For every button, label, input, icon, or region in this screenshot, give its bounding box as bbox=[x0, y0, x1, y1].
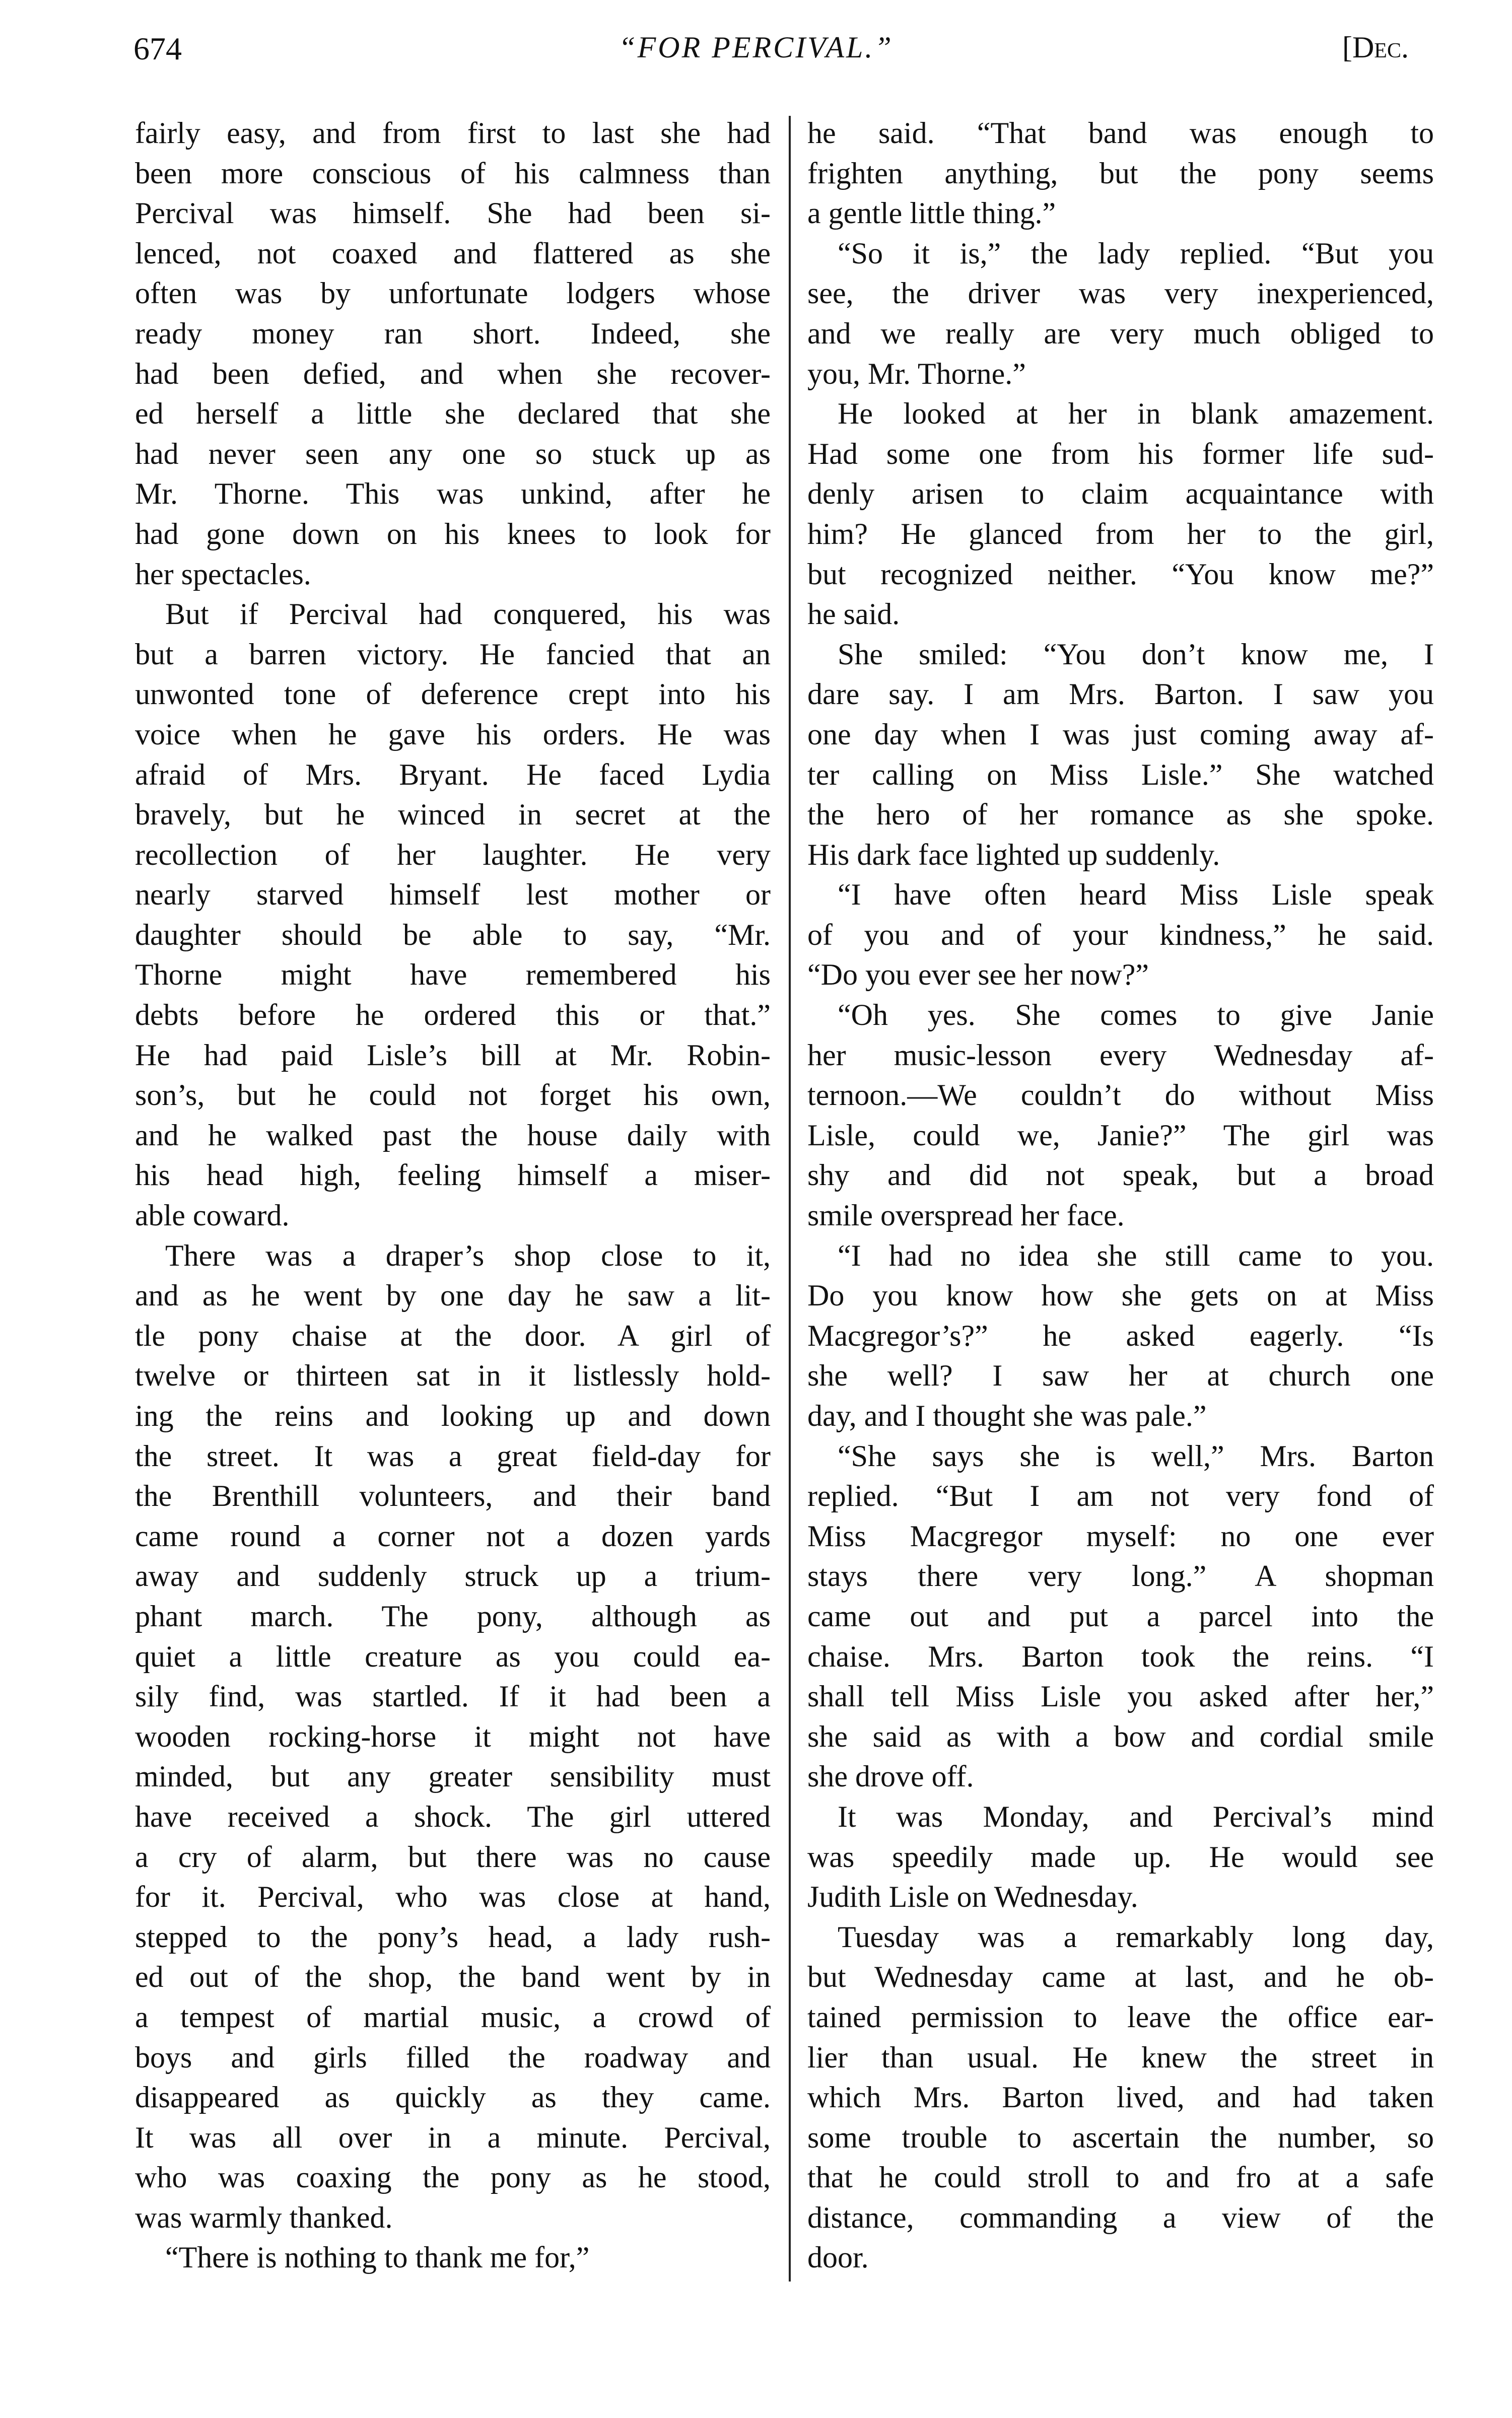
text-line: “I had no idea she still came to you. bbox=[838, 1238, 1434, 1272]
text-line: she said as with a bow and cordial smile bbox=[807, 1719, 1434, 1753]
text-line: His dark face lighted up suddenly. bbox=[807, 838, 1220, 871]
text-line: ternoon.—We couldn’t do without Miss bbox=[807, 1078, 1434, 1112]
right-column bbox=[807, 113, 1434, 2278]
text-line: had never seen any one so stuck up as bbox=[135, 437, 771, 470]
text-line: but recognized neither. “You know me?” bbox=[807, 557, 1434, 591]
text-line: a tempest of martial music, a crowd of bbox=[135, 2000, 771, 2034]
text-line: “Oh yes. She comes to give Janie bbox=[838, 998, 1434, 1032]
text-line: he said. bbox=[807, 597, 900, 631]
text-line: Do you know how she gets on at Miss bbox=[807, 1279, 1434, 1312]
text-line: was warmly thanked. bbox=[135, 2200, 393, 2234]
text-line: debts before he ordered this or that.” bbox=[135, 998, 771, 1032]
text-line: wooden rocking-horse it might not have bbox=[135, 1719, 771, 1753]
text-line: disappeared as quickly as they came. bbox=[135, 2081, 771, 2114]
page-number: 674 bbox=[133, 31, 182, 66]
text-line: was speedily made up. He would see bbox=[807, 1840, 1434, 1874]
text-line: He had paid Lisle’s bill at Mr. Robin- bbox=[135, 1038, 771, 1072]
text-line: voice when he gave his orders. He was bbox=[135, 717, 771, 751]
text-line: It was Monday, and Percival’s mind bbox=[838, 1800, 1434, 1833]
text-line: lenced, not coaxed and flattered as she bbox=[135, 236, 771, 270]
text-line: There was a draper’s shop close to it, bbox=[165, 1238, 771, 1272]
text-line: quiet a little creature as you could ea- bbox=[135, 1639, 771, 1673]
text-line: his head high, feeling himself a miser- bbox=[135, 1158, 771, 1192]
text-line: which Mrs. Barton lived, and had taken bbox=[807, 2081, 1434, 2114]
text-line: “I have often heard Miss Lisle speak bbox=[838, 878, 1434, 912]
paragraph bbox=[135, 2238, 771, 2278]
text-line: ing the reins and looking up and down bbox=[135, 1399, 771, 1432]
text-line: shy and did not speak, but a broad bbox=[807, 1158, 1434, 1192]
text-line: her music-lesson every Wednesday af- bbox=[807, 1038, 1434, 1072]
month-label: [Dec. bbox=[1342, 31, 1409, 64]
text-line: “She says she is well,” Mrs. Barton bbox=[838, 1439, 1434, 1473]
text-line: But if Percival had conquered, his was bbox=[165, 597, 771, 631]
paragraph bbox=[807, 1236, 1434, 1436]
text-line: for it. Percival, who was close at hand, bbox=[135, 1880, 771, 1914]
text-line: replied. “But I am not very fond of bbox=[807, 1479, 1434, 1513]
paragraph bbox=[807, 234, 1434, 394]
text-line: of you and of your kindness,” he said. bbox=[807, 918, 1434, 951]
text-line: away and suddenly struck up a trium- bbox=[135, 1559, 771, 1593]
text-line: the Brenthill volunteers, and their band bbox=[135, 1479, 771, 1513]
text-line: she well? I saw her at church one bbox=[807, 1359, 1434, 1393]
text-line: he said. “That band was enough to bbox=[807, 116, 1434, 150]
text-line: came out and put a parcel into the bbox=[807, 1599, 1434, 1633]
text-line: the hero of her romance as she spoke. bbox=[807, 798, 1434, 832]
text-line: ed out of the shop, the band went by in bbox=[135, 1960, 771, 1994]
text-line: tle pony chaise at the door. A girl of bbox=[135, 1319, 771, 1352]
text-line: door. bbox=[807, 2241, 869, 2274]
paragraph bbox=[135, 1236, 771, 2238]
text-line: nearly starved himself lest mother or bbox=[135, 878, 771, 912]
text-line: bravely, but he winced in secret at the bbox=[135, 798, 771, 832]
paragraph bbox=[807, 1797, 1434, 1917]
text-line: Lisle, could we, Janie?” The girl was bbox=[807, 1118, 1434, 1152]
text-line: stepped to the pony’s head, a lady rush- bbox=[135, 1920, 771, 1954]
text-line: often was by unfortunate lodgers whose bbox=[135, 277, 771, 310]
text-line: daughter should be able to say, “Mr. bbox=[135, 918, 771, 951]
text-line: one day when I was just coming away af- bbox=[807, 717, 1434, 751]
text-line: have received a shock. The girl uttered bbox=[135, 1800, 771, 1833]
text-line: day, and I thought she was pale.” bbox=[807, 1399, 1207, 1432]
text-line: He looked at her in blank amazement. bbox=[838, 397, 1434, 431]
text-line: and as he went by one day he saw a lit- bbox=[135, 1279, 771, 1312]
running-title: “FOR PERCIVAL.” bbox=[618, 31, 894, 64]
text-line: shall tell Miss Lisle you asked after her,” bbox=[807, 1680, 1434, 1713]
paragraph bbox=[807, 113, 1434, 234]
text-line: Judith Lisle on Wednesday. bbox=[807, 1880, 1138, 1914]
column-divider bbox=[789, 116, 791, 2282]
paragraph bbox=[135, 594, 771, 1236]
text-line: but Wednesday came at last, and he ob- bbox=[807, 1960, 1434, 1994]
text-line: her spectacles. bbox=[135, 557, 311, 591]
text-line: him? He glanced from her to the girl, bbox=[807, 517, 1434, 550]
text-line: some trouble to ascertain the number, so bbox=[807, 2120, 1434, 2154]
text-line: sily find, was startled. If it had been a bbox=[135, 1680, 771, 1713]
text-line: denly arisen to claim acquaintance with bbox=[807, 477, 1434, 511]
paragraph bbox=[807, 995, 1434, 1236]
text-line: Had some one from his former life sud- bbox=[807, 437, 1434, 470]
text-line: afraid of Mrs. Bryant. He faced Lydia bbox=[135, 757, 771, 791]
text-line: Thorne might have remembered his bbox=[135, 958, 771, 992]
text-line: “Do you ever see her now?” bbox=[807, 958, 1149, 992]
text-line: boys and girls filled the roadway and bbox=[135, 2040, 771, 2074]
text-line: ed herself a little she declared that she bbox=[135, 397, 771, 431]
text-line: who was coaxing the pony as he stood, bbox=[135, 2161, 771, 2194]
text-line: “There is nothing to thank me for,” bbox=[165, 2241, 590, 2274]
text-line: unwonted tone of deference crept into his bbox=[135, 677, 771, 711]
text-line: twelve or thirteen sat in it listlessly hold- bbox=[135, 1359, 771, 1393]
page-header bbox=[0, 30, 1512, 81]
text-line: a gentle little thing.” bbox=[807, 196, 1056, 230]
paragraph bbox=[135, 113, 771, 594]
text-line: you, Mr. Thorne.” bbox=[807, 357, 1026, 390]
text-line: had been defied, and when she recover- bbox=[135, 357, 771, 390]
text-line: “So it is,” the lady replied. “But you bbox=[838, 236, 1434, 270]
text-line: stays there very long.” A shopman bbox=[807, 1559, 1434, 1593]
text-line: It was all over in a minute. Percival, bbox=[135, 2120, 771, 2154]
text-line: phant march. The pony, although as bbox=[135, 1599, 771, 1633]
text-line: recollection of her laughter. He very bbox=[135, 838, 771, 871]
text-line: Mr. Thorne. This was unkind, after he bbox=[135, 477, 771, 511]
text-line: but a barren victory. He fancied that an bbox=[135, 637, 771, 671]
paragraph bbox=[807, 1917, 1434, 2278]
text-line: fairly easy, and from first to last she had bbox=[135, 116, 771, 150]
text-line: ter calling on Miss Lisle.” She watched bbox=[807, 757, 1434, 791]
text-line: son’s, but he could not forget his own, bbox=[135, 1078, 771, 1112]
text-line: frighten anything, but the pony seems bbox=[807, 156, 1434, 190]
paragraph bbox=[807, 875, 1434, 995]
text-line: that he could stroll to and fro at a safe bbox=[807, 2161, 1434, 2194]
text-line: She smiled: “You don’t know me, I bbox=[838, 637, 1434, 671]
text-line: distance, commanding a view of the bbox=[807, 2200, 1434, 2234]
paragraph bbox=[807, 1436, 1434, 1797]
text-line: the street. It was a great field-day for bbox=[135, 1439, 771, 1473]
text-line: and we really are very much obliged to bbox=[807, 316, 1434, 350]
text-line: Tuesday was a remarkably long day, bbox=[838, 1920, 1434, 1954]
text-line: been more conscious of his calmness than bbox=[135, 156, 771, 190]
text-line: see, the driver was very inexperienced, bbox=[807, 277, 1434, 310]
text-line: she drove off. bbox=[807, 1760, 974, 1793]
text-line: had gone down on his knees to look for bbox=[135, 517, 771, 550]
text-line: Percival was himself. She had been si- bbox=[135, 196, 771, 230]
text-line: ready money ran short. Indeed, she bbox=[135, 316, 771, 350]
paragraph bbox=[807, 635, 1434, 875]
text-line: and he walked past the house daily with bbox=[135, 1118, 771, 1152]
paragraph bbox=[807, 394, 1434, 635]
text-line: a cry of alarm, but there was no cause bbox=[135, 1840, 771, 1874]
text-line: minded, but any greater sensibility must bbox=[135, 1760, 771, 1793]
text-line: Macgregor’s?” he asked eagerly. “Is bbox=[807, 1319, 1434, 1352]
text-line: Miss Macgregor myself: no one ever bbox=[807, 1519, 1434, 1553]
left-column bbox=[135, 113, 771, 2278]
text-line: came round a corner not a dozen yards bbox=[135, 1519, 771, 1553]
text-line: dare say. I am Mrs. Barton. I saw you bbox=[807, 677, 1434, 711]
text-line: able coward. bbox=[135, 1199, 290, 1232]
text-line: chaise. Mrs. Barton took the reins. “I bbox=[807, 1639, 1434, 1673]
text-line: tained permission to leave the office ear- bbox=[807, 2000, 1434, 2034]
text-line: lier than usual. He knew the street in bbox=[807, 2040, 1434, 2074]
text-line: smile overspread her face. bbox=[807, 1199, 1125, 1232]
